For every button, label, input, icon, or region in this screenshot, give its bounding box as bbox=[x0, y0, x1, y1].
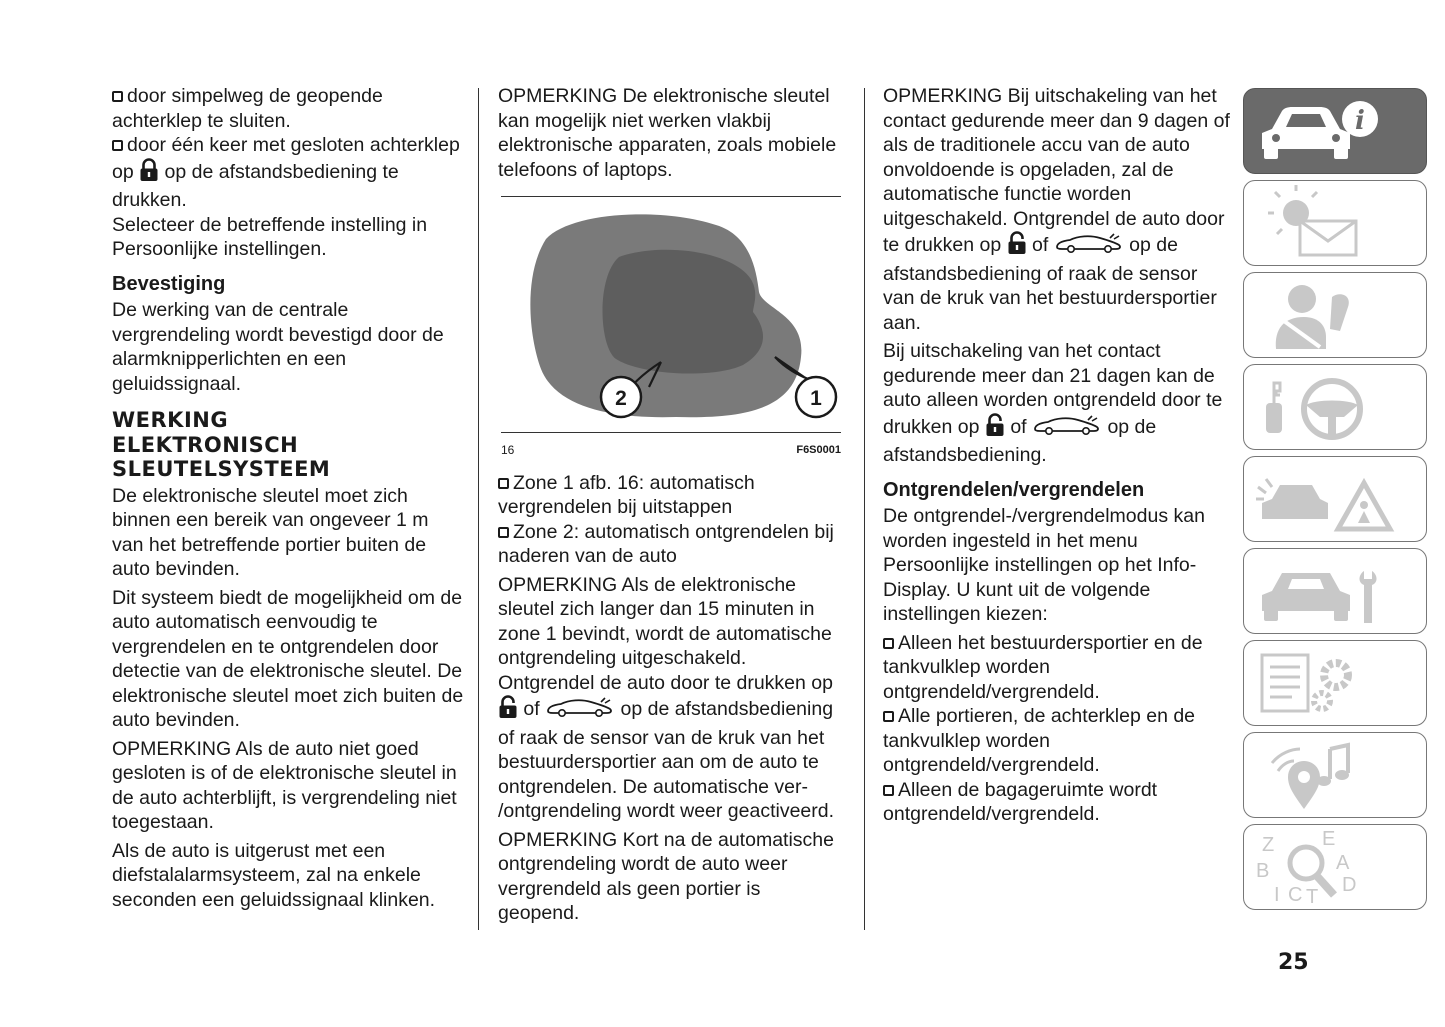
tab-index[interactable] bbox=[1243, 824, 1427, 910]
index-letter: C bbox=[1288, 884, 1303, 906]
tab-car-info[interactable] bbox=[1243, 88, 1427, 174]
car-info-icon bbox=[1244, 89, 1428, 175]
paragraph: OPMERKING Als de elektronische sleutel zich langer dan 15 minuten in zone 1 bevindt, wordt de automatische ontgrendeling uitgeschakeld. Ontgrendel de auto door te drukken op of op de afstandsbediening of raak de sensor van de kruk van het bestuurdersportier aan om de auto te ontgrendelen. De automatische ver- /ontgrendeling wordt weer geactiveerd. bbox=[498, 573, 835, 822]
tab-multimedia[interactable] bbox=[1243, 732, 1427, 818]
tab-maintenance[interactable] bbox=[1243, 548, 1427, 634]
unlock-icon bbox=[498, 695, 518, 726]
zone-diagram bbox=[501, 197, 841, 425]
svg-text:i: i bbox=[1355, 106, 1365, 136]
figure-number: 16 bbox=[501, 442, 515, 457]
tab-warning-lights[interactable] bbox=[1243, 180, 1427, 266]
bullet-box-icon bbox=[883, 785, 894, 796]
column-3 bbox=[883, 84, 1233, 827]
index-letter: T bbox=[1306, 886, 1319, 908]
heading-ontgrendelen: Ontgrendelen/vergrendelen bbox=[883, 478, 1145, 501]
warning-lights-icon bbox=[1244, 181, 1428, 267]
bullet-box-icon bbox=[112, 140, 123, 151]
figure-code: F6S0001 bbox=[796, 443, 841, 456]
car-handle-icon bbox=[1032, 414, 1102, 443]
list-item: Zone 1 afb. 16: automatisch vergrendelen bij uitstappen bbox=[498, 471, 755, 518]
bullet-box-icon bbox=[883, 638, 894, 649]
index-letter: A bbox=[1336, 852, 1350, 874]
tab-starting-driving[interactable] bbox=[1243, 364, 1427, 450]
index-letter: E bbox=[1322, 828, 1336, 850]
paragraph: OPMERKING De elektronische sleutel kan mogelijk niet werken vlakbij elektronische apparaten, zoals mobiele telefoons of laptops. bbox=[498, 85, 837, 181]
car-handle-icon bbox=[1054, 232, 1124, 261]
paragraph: Selecteer de betreffende instelling in Persoonlijke instellingen. bbox=[112, 213, 428, 260]
bullet-box-icon bbox=[498, 478, 509, 489]
steering-key-icon bbox=[1244, 365, 1428, 451]
lock-icon bbox=[139, 158, 159, 189]
unlock-icon bbox=[985, 413, 1005, 444]
index-letter: D bbox=[1342, 874, 1357, 896]
paragraph: De ontgrendel-/vergrendelmodus kan worden ingesteld in het menu Persoonlijke instellingen op het Info-Display. U kunt uit de volgende instellingen kiezen: bbox=[883, 505, 1205, 625]
paragraph: OPMERKING Kort na de automatische ontgrendeling wordt de auto weer vergrendeld als geen portier is geopend. bbox=[498, 828, 834, 924]
bullet-box-icon bbox=[883, 711, 894, 722]
technical-data-icon bbox=[1244, 641, 1428, 727]
figure-16 bbox=[501, 196, 841, 457]
list-item: Alleen het bestuurdersportier en de tankvulklep worden ontgrendeld/vergrendeld. bbox=[883, 631, 1203, 703]
index-letter: Z bbox=[1262, 834, 1275, 856]
heading-bevestiging: Bevestiging bbox=[112, 272, 226, 295]
zone-2-shape bbox=[603, 250, 764, 374]
paragraph: Dit systeem biedt de mogelijkheid om de auto automatisch eenvoudig te vergrendelen en te ontgrendelen door detectie van de elektronische sleutel. De elektronische sleutel moet zich buiten de auto bevinden. bbox=[112, 586, 464, 731]
column-divider-2 bbox=[864, 88, 865, 930]
tab-safety[interactable] bbox=[1243, 272, 1427, 358]
list-item: door één keer met gesloten achterklep op op de afstandsbediening te drukken. bbox=[112, 134, 460, 211]
paragraph: OPMERKING Bij uitschakeling van het contact gedurende meer dan 9 dagen of als de traditionele accu van de auto onvoldoende is opgeladen, zal de automatische functie worden uitgeschakeld. Ontgrendel de auto door te drukken op of op de afstandsbediening of raak de sensor van de kruk van het bestuurdersportier aan. bbox=[883, 85, 1230, 334]
tab-technical-data[interactable] bbox=[1243, 640, 1427, 726]
emergency-icon bbox=[1244, 457, 1428, 543]
list-item: Alle portieren, de achterklep en de tankvulklep worden ontgrendeld/vergrendeld. bbox=[883, 705, 1196, 776]
callout-2-label: 2 bbox=[615, 387, 627, 410]
car-handle-icon bbox=[545, 696, 615, 725]
callout-1-label: 1 bbox=[810, 387, 822, 410]
index-letter: I bbox=[1274, 884, 1280, 906]
paragraph: De werking van de centrale vergrendeling wordt bevestigd door de alarmknipperlichten en een geluidssignaal. bbox=[112, 299, 444, 395]
maintenance-icon bbox=[1244, 549, 1428, 635]
bullet-box-icon bbox=[112, 91, 123, 102]
multimedia-icon bbox=[1244, 733, 1428, 819]
index-letter: B bbox=[1256, 860, 1270, 882]
list-item: door simpelweg de geopende achterklep te sluiten. bbox=[112, 85, 383, 132]
paragraph: Als de auto is uitgerust met een diefstalalarmsysteem, zal na enkele seconden een geluidssignaal klinken. bbox=[112, 839, 436, 911]
tab-emergency[interactable] bbox=[1243, 456, 1427, 542]
column-divider-1 bbox=[478, 88, 479, 930]
unlock-icon bbox=[1007, 231, 1027, 262]
paragraph: OPMERKING Als de auto niet goed gesloten is of de elektronische sleutel in de auto achterblijft, is vergrendeling niet toegestaan. bbox=[112, 737, 457, 833]
paragraph: Bij uitschakeling van het contact gedurende meer dan 21 dagen kan de auto alleen worden ontgrendeld door te drukken op of op de afstandsbediening. bbox=[883, 340, 1223, 466]
index-icon bbox=[1244, 825, 1428, 911]
safety-airbag-icon bbox=[1244, 273, 1428, 359]
column-1 bbox=[112, 84, 464, 916]
page-number: 25 bbox=[1278, 950, 1309, 975]
list-item: Alleen de bagageruimte wordt ontgrendeld/vergrendeld. bbox=[883, 778, 1158, 825]
paragraph: De elektronische sleutel moet zich binnen een bereik van ongeveer 1 m van het betreffende portier buiten de auto bevinden. bbox=[112, 484, 429, 580]
list-item: Zone 2: automatisch ontgrendelen bij naderen van de auto bbox=[498, 520, 834, 567]
section-heading: WERKING ELEKTRONISCH SLEUTELSYSTEEM bbox=[112, 408, 331, 481]
bullet-box-icon bbox=[498, 527, 509, 538]
column-2 bbox=[498, 84, 844, 930]
